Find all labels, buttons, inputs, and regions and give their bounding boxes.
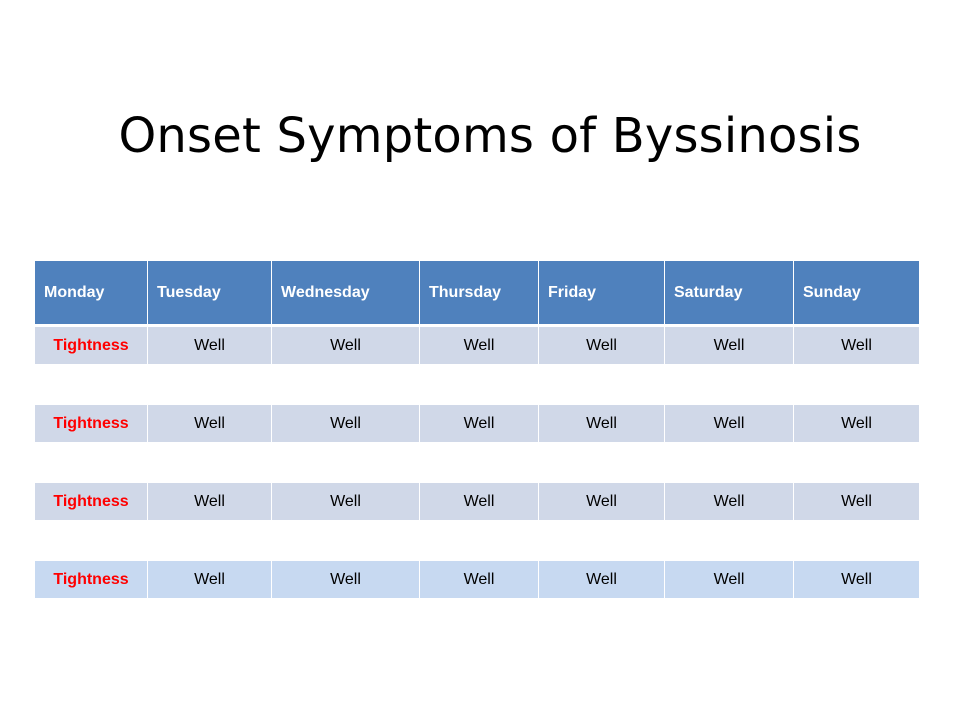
header-saturday: Saturday <box>665 261 794 324</box>
status-cell: Well <box>272 405 420 442</box>
status-cell: Well <box>841 570 872 588</box>
header-thursday: Thursday <box>420 261 539 324</box>
symptom-cell: Tightness <box>35 561 148 598</box>
symptom-cell: Tightness <box>35 483 148 520</box>
status-cell: Well <box>148 561 272 598</box>
status-cell: Well <box>539 561 665 598</box>
status-cell: Well <box>148 405 272 442</box>
page-title: Onset Symptoms of Byssinosis <box>118 108 862 164</box>
table-header-row <box>35 261 919 327</box>
status-cell: Well <box>841 336 872 354</box>
status-cell: Well <box>148 483 272 520</box>
status-cell: Well <box>420 483 539 520</box>
header-friday: Friday <box>539 261 665 324</box>
symptom-cell: Tightness <box>35 405 148 442</box>
header-sunday: Sunday <box>803 283 861 301</box>
table-row <box>35 561 919 598</box>
status-cell: Well <box>539 483 665 520</box>
symptom-cell: Tightness <box>35 327 148 364</box>
status-cell: Well <box>272 327 420 364</box>
table-row <box>35 483 919 520</box>
status-cell: Well <box>420 327 539 364</box>
status-cell: Well <box>539 327 665 364</box>
status-cell: Well <box>665 405 794 442</box>
header-wednesday: Wednesday <box>272 261 420 324</box>
status-cell: Well <box>841 492 872 510</box>
header-tuesday: Tuesday <box>148 261 272 324</box>
status-cell: Well <box>272 561 420 598</box>
status-cell: Well <box>665 483 794 520</box>
status-cell: Well <box>148 327 272 364</box>
status-cell: Well <box>841 414 872 432</box>
status-cell: Well <box>420 561 539 598</box>
status-cell: Well <box>272 483 420 520</box>
status-cell: Well <box>665 561 794 598</box>
status-cell: Well <box>539 405 665 442</box>
table-row <box>35 327 919 364</box>
table-row <box>35 405 919 442</box>
status-cell: Well <box>420 405 539 442</box>
weekly-symptom-table <box>35 261 919 598</box>
header-monday: Monday <box>35 261 148 324</box>
status-cell: Well <box>665 327 794 364</box>
